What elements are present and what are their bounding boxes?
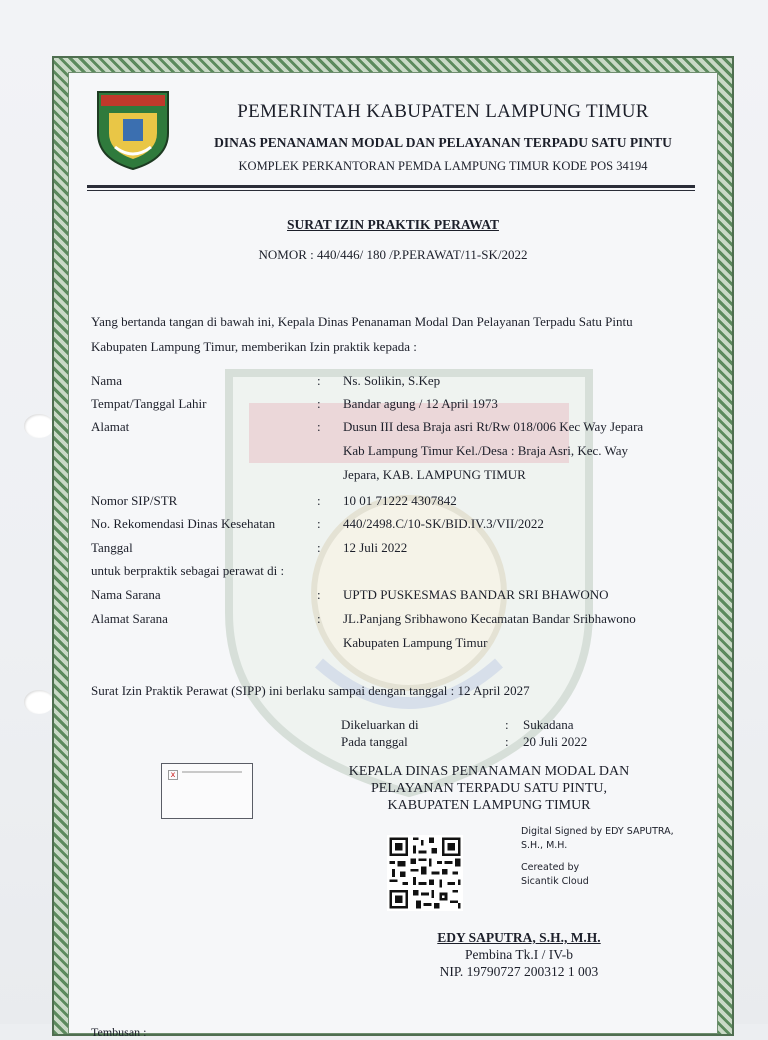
signer-nip: NIP. 19790727 200312 1 003 <box>439 964 599 979</box>
punch-hole <box>24 690 54 714</box>
signer-name: EDY SAPUTRA, S.H., M.H. <box>437 930 601 945</box>
document-number: NOMOR : 440/446/ 180 /P.PERAWAT/11-SK/2022 <box>258 247 528 262</box>
tembusan-label: Tembusan : <box>91 1025 147 1039</box>
photo-placeholder <box>161 763 253 819</box>
document-title: SURAT IZIN PRAKTIK PERAWAT <box>287 217 499 232</box>
signer-rank: Pembina Tk.I / IV-b <box>465 947 573 962</box>
validity-statement: Surat Izin Praktik Perawat (SIPP) ini berlaku sampai dengan tanggal : 12 April 2027 <box>91 683 530 698</box>
agency-name: DINAS PENANAMAN MODAL DAN PELAYANAN TERPADU SATU PINTU <box>214 135 672 150</box>
punch-hole <box>24 414 54 438</box>
intro-paragraph: Yang bertanda tangan di bawah ini, Kepala Dinas Penanaman Modal Dan Pelayanan Terpadu Satu Pintu Kabupaten Lampung Timur, memberikan Izin praktik kepada : <box>91 314 633 354</box>
broken-image-icon: x <box>168 770 178 780</box>
lampung-timur-logo <box>95 89 171 171</box>
signer-block <box>369 929 669 980</box>
digital-signature-note: Digital Signed by EDY SAPUTRA, S.H., M.H. Cereated by Sicantik Cloud <box>521 826 674 887</box>
qr-code-icon <box>387 835 463 911</box>
agency-address: KOMPLEK PERKANTORAN PEMDA LAMPUNG TIMUR KODE POS 34194 <box>238 159 648 173</box>
certificate-body: PEMERINTAH KABUPATEN LAMPUNG TIMUR DINAS PENANAMAN MODAL DAN PELAYANAN TERPADU SATU PINTU KOMPLEK PERKANTORAN PEMDA LAMPUNG TIMUR KODE POS 34194 SURAT IZIN PRAKTIK PERAWAT NOMOR : 440/446/ 180 /P.PERAWAT/11-SK/2022 Yang bertanda tangan di bawah ini, Kepala Dinas Penanaman Modal Dan Pelayanan Terpadu Satu Pintu Kabupaten Lampung Timur, memberikan Izin praktik kepada : Nama : Ns. Solikin, S.Kep Tempat/Tanggal Lahir : Bandar agung / 12 April 1973 Alamat : Dusun III desa Braja asri Rt/Rw 018/006 Kec Way Jepara Kab Lampung Timur Kel./Desa : Braja Asri, Kec. Way Jepara, KAB. LAMPUNG TIMUR Nomor SIP/STR : 10 01 71222 4307842 No. Rekomendasi Dinas Kesehatan : 440/2498.C/10-SK/BID.IV.3/VII/2022 Tanggal : 12 Juli 2022 untuk berpraktik sebagai perawat di : Nama Sarana : UPTD PUSKESMAS BANDAR SRI BHAWONO Alamat Sarana : JL.Panjang Sribhawono Kecamatan Bandar Sribhawono Kabupaten Lampung Timur Surat Izin Praktik Perawat (SIPP) ini berlaku sampai dengan tanggal : 12 April 2027 Dikeluarkan di : Sukadana Pada tanggal : 20 Juli 2022 x KEPALA DINAS PENANAMAN MODAL DAN PELAYANAN TERPADU SATU PINTU, KABUPATEN LAMPUNG TIMUR Digital Signed by EDY SAPUTRA, S.H., M.H. Cereated by Sicantik Cloud EDY SAPUTRA, S.H., M.H. Pembina Tk.I / IV-b NIP. 19790727 200312 1 003 Tembusan : <box>68 72 718 1034</box>
signatory-title: KEPALA DINAS PENANAMAN MODAL DAN PELAYANAN TERPADU SATU PINTU, KABUPATEN LAMPUNG TIMUR <box>348 764 630 813</box>
government-title: PEMERINTAH KABUPATEN LAMPUNG TIMUR <box>237 101 649 122</box>
decorative-border <box>52 56 734 1039</box>
header-divider <box>87 185 695 191</box>
